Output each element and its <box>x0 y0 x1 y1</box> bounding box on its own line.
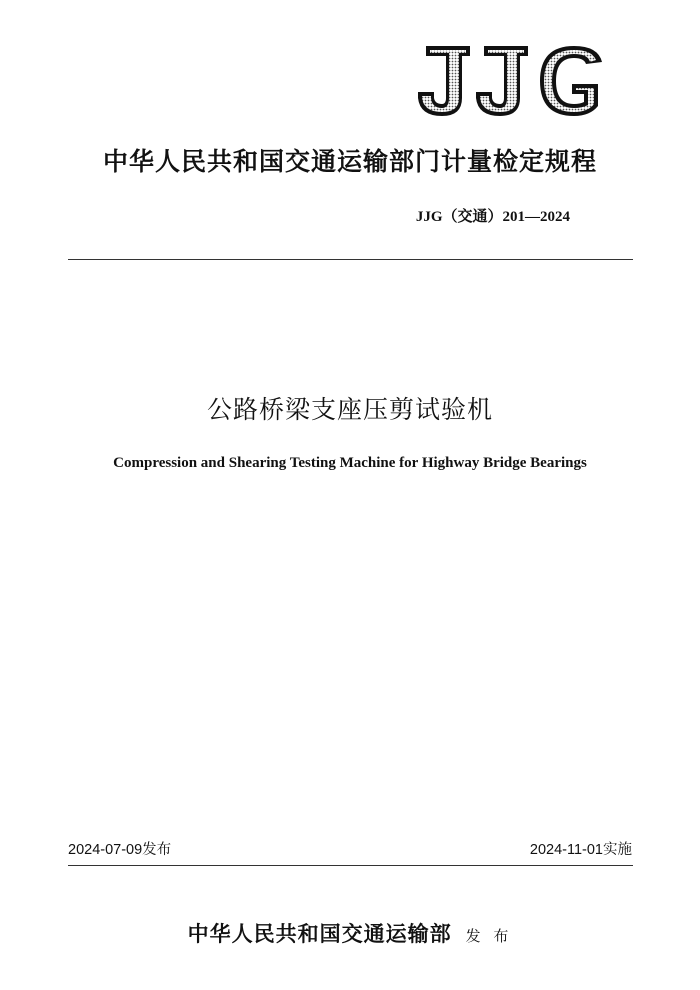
issuer-action: 发 布 <box>465 927 513 945</box>
issue-date: 2024-07-09发布 <box>68 842 172 858</box>
issuer-line <box>0 918 700 948</box>
jjg-logo <box>412 42 608 120</box>
document-title-en: Compression and Shearing Testing Machine for Highway Bridge Bearings <box>113 455 587 471</box>
top-divider <box>68 259 633 260</box>
effective-date: 2024-11-01实施 <box>529 842 632 858</box>
standard-code: JJG（交通）201—2024 <box>415 209 570 225</box>
logo-letter-j2 <box>476 46 528 116</box>
bottom-divider <box>68 865 633 866</box>
regulation-category-title: 中华人民共和国交通运输部门计量检定规程 <box>102 147 597 176</box>
document-title-cn: 公路桥梁支座压剪试验机 <box>206 395 493 424</box>
logo-letter-j1 <box>418 46 470 116</box>
logo-letter-g <box>540 46 602 116</box>
issuer-name: 中华人民共和国交通运输部 <box>187 921 452 946</box>
